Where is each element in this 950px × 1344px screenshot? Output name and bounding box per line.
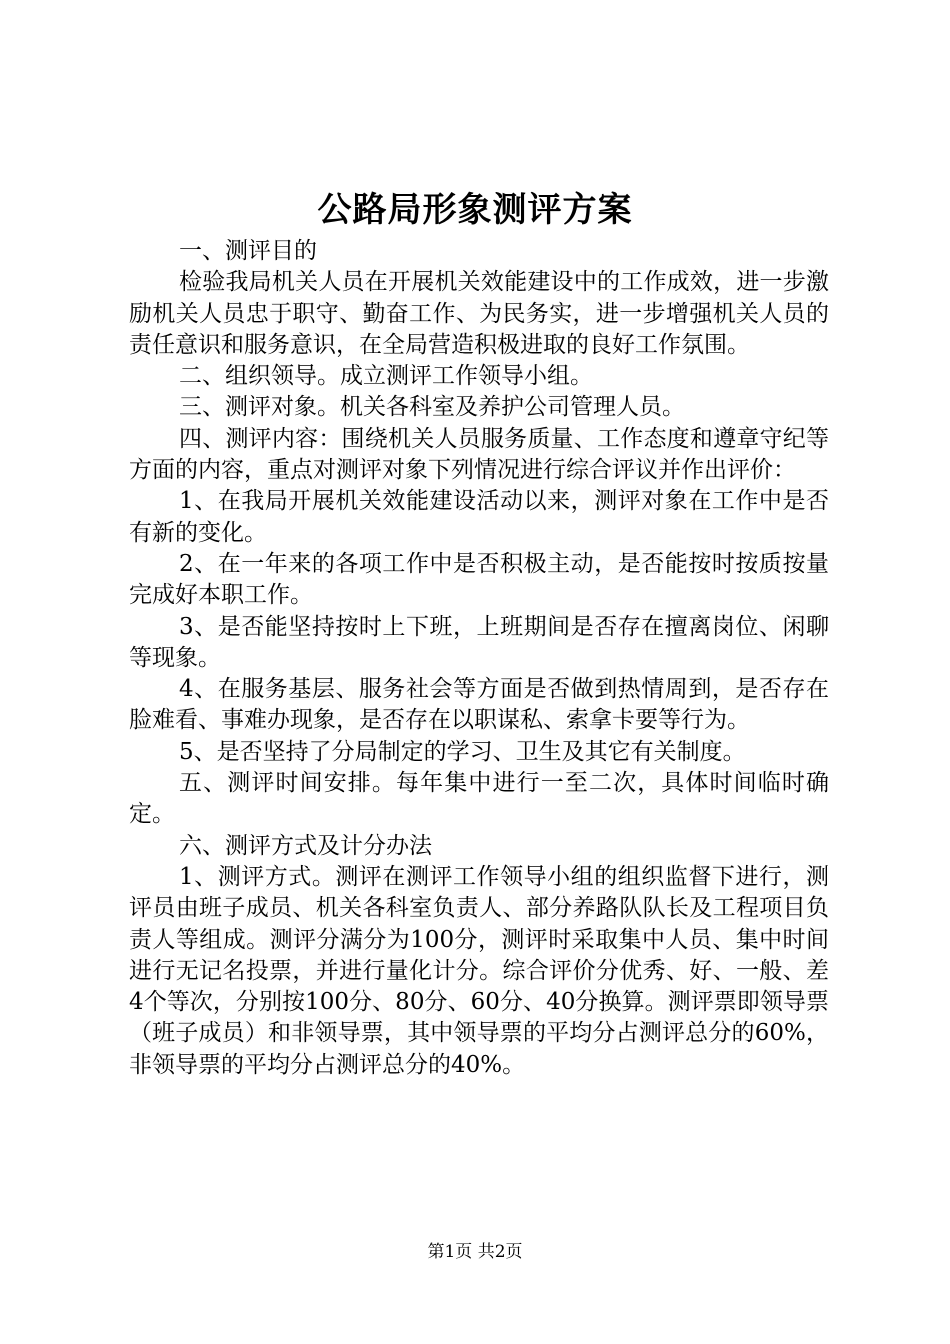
section-heading-schedule: 五、测评时间安排。每年集中进行一至二次，具体时间临时确定。 bbox=[129, 770, 829, 828]
list-item-2: 2、在一年来的各项工作中是否积极主动，是否能按时按质按量完成好本职工作。 bbox=[129, 550, 829, 609]
section-heading-organization: 二、组织领导。成立测评工作领导小组。 bbox=[179, 363, 593, 390]
section-heading-method: 六、测评方式及计分办法 bbox=[179, 832, 432, 859]
list-item-1: 1、在我局开展机关效能建设活动以来，测评对象在工作中是否有新的变化。 bbox=[129, 488, 829, 546]
list-item-5: 5、是否坚持了分局制定的学习、卫生及其它有关制度。 bbox=[179, 738, 746, 765]
document-body bbox=[129, 236, 829, 1081]
list-item-4: 4、在服务基层、服务社会等方面是否做到热情周到，是否存在脸难看、事难办现象，是否存在以职谋私、索拿卡要等行为。 bbox=[129, 676, 829, 734]
page-footer: 第1页 共2页 bbox=[427, 1242, 523, 1262]
section-heading-purpose: 一、测评目的 bbox=[179, 238, 317, 264]
section-heading-objects: 三、测评对象。机关各科室及养护公司管理人员。 bbox=[179, 394, 685, 421]
list-item-3: 3、是否能坚持按时上下班，上班期间是否存在擅离岗位、闲聊等现象。 bbox=[129, 613, 829, 671]
paragraph-method: 1、测评方式。测评在测评工作领导小组的组织监督下进行，测评员由班子成员、机关各科室负责人、部分养路队队长及工程项目负责人等组成。测评分满分为100分，测评时采取集中人员、集中时间进行无记名投票，并进行量化计分。综合评价分优秀、好、一般、差4个等次，分别按100分、80分、60分、40分换算。测评票即领导票（班子成员）和非领导票，其中领导票的平均分占测评总分的60%，非领导票的平均分占测评总分的40%。 bbox=[129, 863, 829, 1078]
paragraph-purpose: 检验我局机关人员在开展机关效能建设中的工作成效，进一步激励机关人员忠于职守、勤奋工作、为民务实，进一步增强机关人员的责任意识和服务意识，在全局营造积极进取的良好工作氛围。 bbox=[129, 269, 829, 358]
document-title: 公路局形象测评方案 bbox=[317, 190, 633, 230]
section-heading-content: 四、测评内容：围绕机关人员服务质量、工作态度和遵章守纪等方面的内容，重点对测评对象下列情况进行综合评议并作出评价： bbox=[129, 425, 829, 484]
